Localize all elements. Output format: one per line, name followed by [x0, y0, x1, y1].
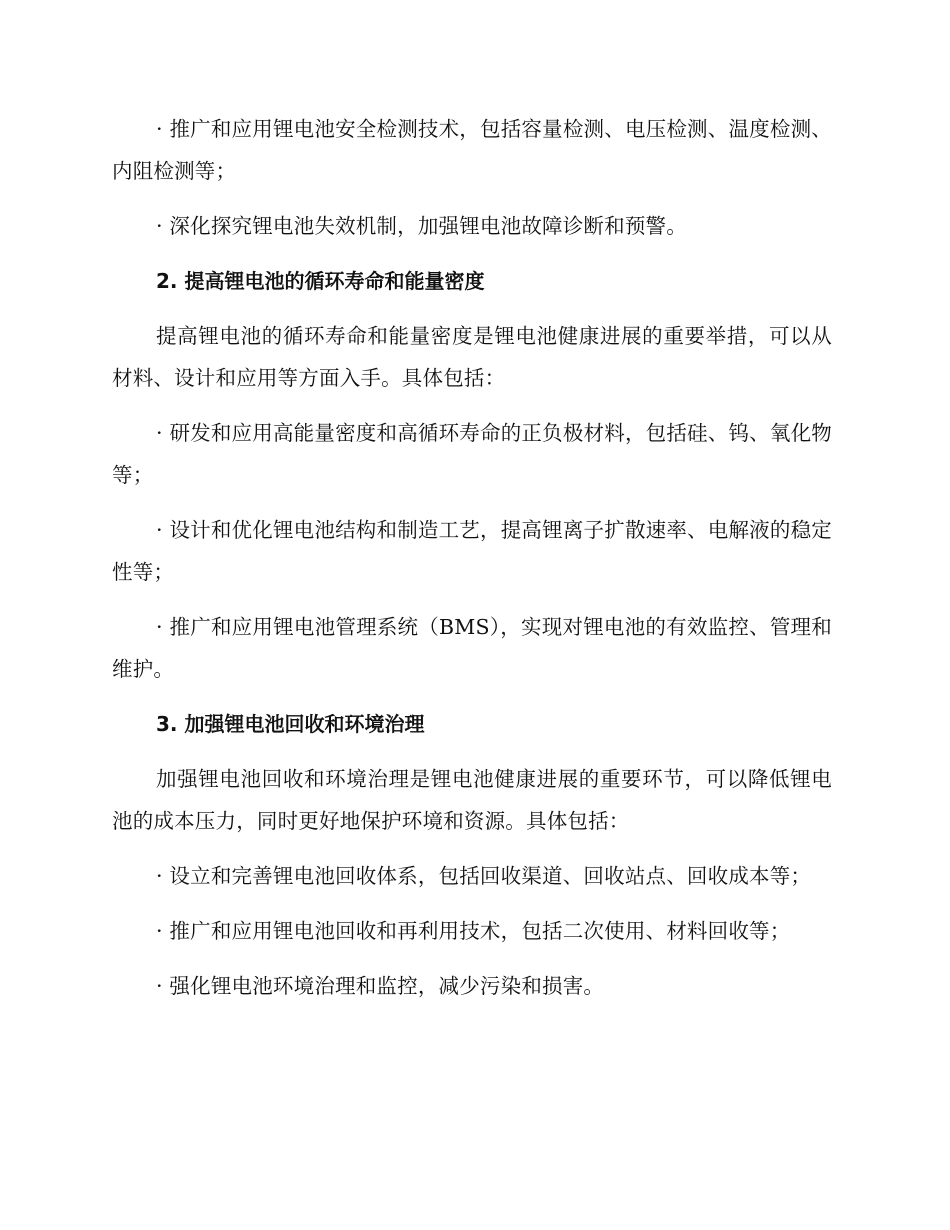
bullet-item-failure-mechanism: · 深化探究锂电池失效机制，加强锂电池故障诊断和预警。 [156, 214, 687, 238]
body-paragraph-cycle-life: 提高锂电池的循环寿命和能量密度是锂电池健康进展的重要举措，可以从材料、设计和应用等方面入手。具体包括： [112, 324, 832, 390]
bullet-item-environmental-governance: · 强化锂电池环境治理和监控，减少污染和损害。 [156, 974, 605, 998]
bullet-item-reuse-technology: · 推广和应用锂电池回收和再利用技术，包括二次使用、材料回收等； [156, 919, 791, 943]
bullet-item-safety-testing: · 推广和应用锂电池安全检测技术，包括容量检测、电压检测、温度检测、内阻检测等； [112, 117, 832, 183]
document-body [112, 108, 832, 1020]
bullet-item-recycling-system: · 设立和完善锂电池回收体系，包括回收渠道、回收站点、回收成本等； [156, 864, 812, 888]
section-heading-cycle-life: 2. 提高锂电池的循环寿命和能量密度 [156, 269, 485, 293]
section-heading-recycling: 3. 加强锂电池回收和环境治理 [156, 712, 425, 736]
bullet-item-electrode-materials: · 研发和应用高能量密度和高循环寿命的正负极材料，包括硅、钨、氧化物等； [112, 421, 832, 487]
bullet-item-structure-design: · 设计和优化锂电池结构和制造工艺，提高锂离子扩散速率、电解液的稳定性等； [112, 518, 832, 584]
bullet-item-bms: · 推广和应用锂电池管理系统（BMS），实现对锂电池的有效监控、管理和维护。 [112, 615, 832, 681]
body-paragraph-recycling: 加强锂电池回收和环境治理是锂电池健康进展的重要环节，可以降低锂电池的成本压力，同时更好地保护环境和资源。具体包括： [112, 767, 832, 833]
